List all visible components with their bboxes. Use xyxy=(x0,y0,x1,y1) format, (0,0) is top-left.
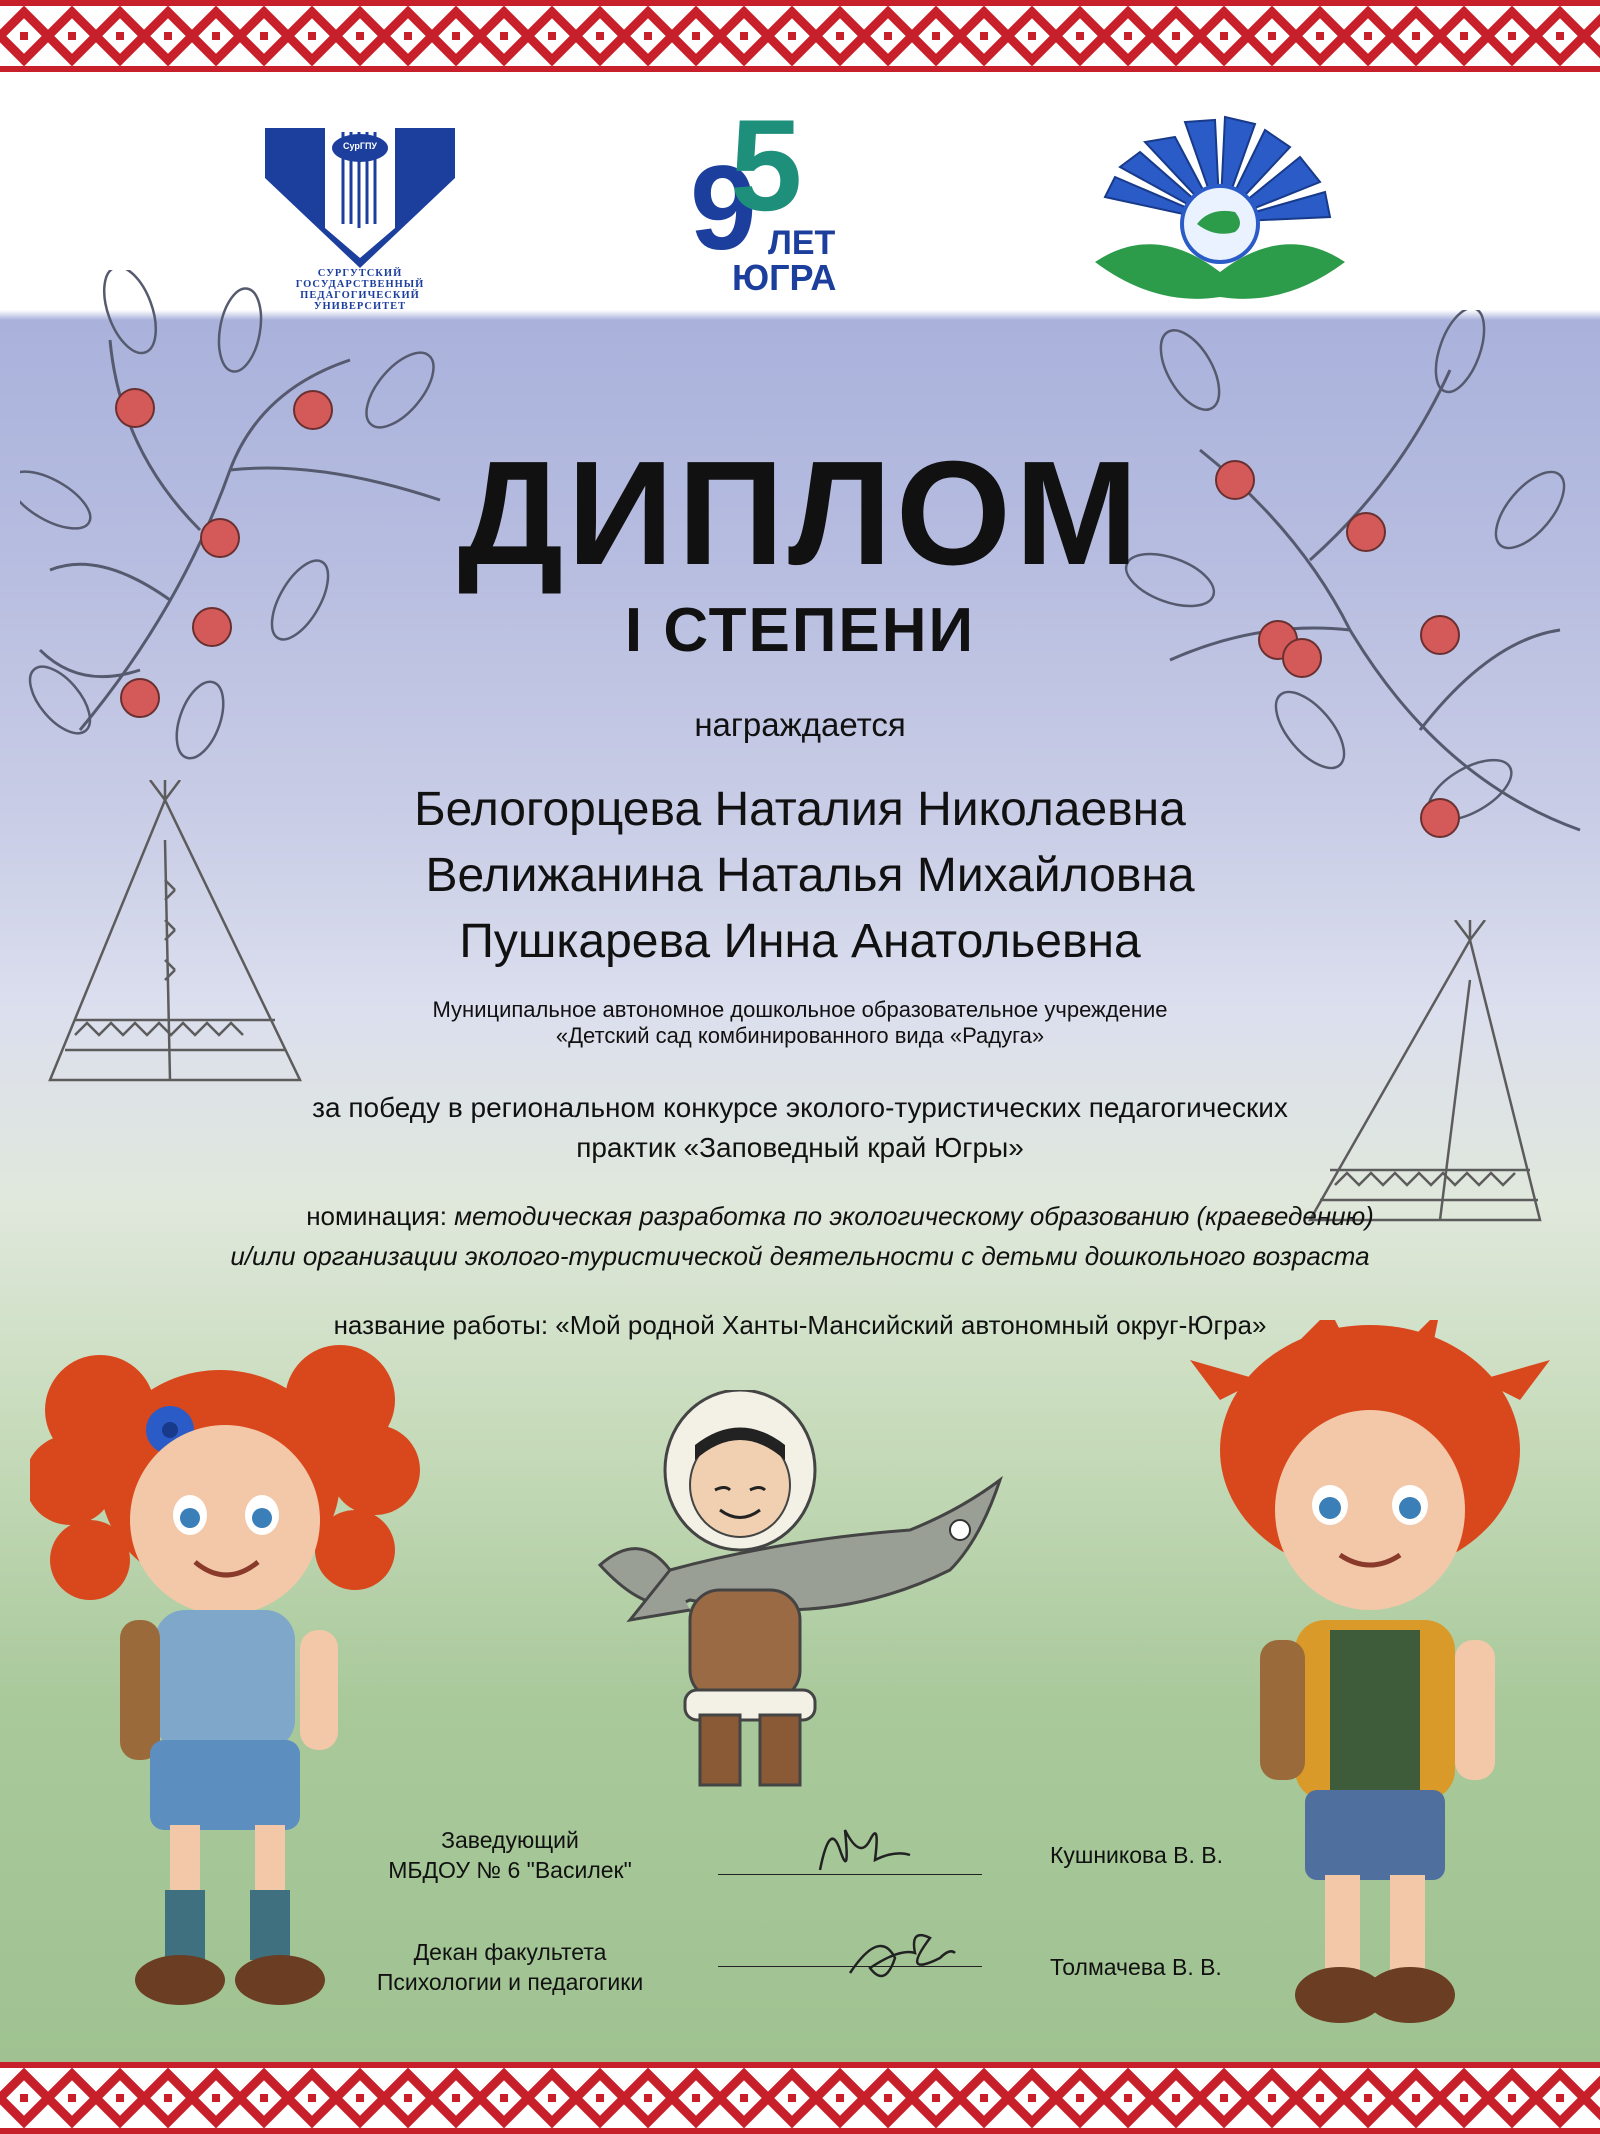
girl-character-icon xyxy=(30,1330,420,2030)
signatory-position-line: Декан факультета xyxy=(413,1939,607,1965)
anniversary-text-ugra: ЮГРА xyxy=(732,257,837,298)
boy-character-icon xyxy=(1180,1320,1560,2040)
bottom-ornament-band xyxy=(0,2062,1600,2134)
university-name-line: СУРГУТСКИЙ xyxy=(317,268,403,279)
anniversary-number-big: 5 xyxy=(730,92,803,238)
organization-line: «Детский сад комбинированного вида «Радуга» xyxy=(555,1023,1045,1048)
top-ornament-band xyxy=(0,0,1600,72)
university-name-line: ПЕДАГОГИЧЕСКИЙ xyxy=(300,290,420,301)
signatory-position-line: МБДОУ № 6 "Василек" xyxy=(388,1856,632,1883)
university-name-line: УНИВЕРСИТЕТ xyxy=(313,301,407,312)
signatory-position xyxy=(355,1826,665,1886)
recipient-name: Пушкарева Инна Анатольевна xyxy=(459,915,1141,968)
merit-line: за победу в региональном конкурсе эколого-туристических педагогических xyxy=(312,1092,1288,1123)
signatory-position xyxy=(340,1938,680,1998)
university-name-line: ГОСУДАРСТВЕННЫЙ xyxy=(295,279,425,290)
nomination-line: и/или организации эколого-туристической деятельности с детьми дошкольного возраста xyxy=(230,1241,1370,1271)
nomination-label: номинация: xyxy=(306,1201,455,1231)
organization-line: Муниципальное автономное дошкольное образовательное учреждение xyxy=(432,997,1168,1022)
signatory-name: Толмачева В. В. xyxy=(1050,1954,1222,1980)
work-title: название работы: «Мой родной Ханты-Мансийский автономный округ-Югра» xyxy=(333,1310,1267,1340)
signatory-position-line: Психологии и педагогики xyxy=(376,1968,644,1995)
anniversary-number-small: 9 xyxy=(690,141,757,275)
awarded-label: награждается xyxy=(694,706,906,743)
child-with-fish-icon xyxy=(580,1390,1030,1810)
merit-line: практик «Заповедный край Югры» xyxy=(576,1132,1024,1163)
diploma-degree: I СТЕПЕНИ xyxy=(624,596,976,665)
diploma-title: ДИПЛОМ xyxy=(457,431,1143,596)
signature-scribble-icon xyxy=(800,1810,920,1890)
anniversary-text-years: ЛЕТ xyxy=(768,224,836,262)
chum-tent-icon xyxy=(1290,920,1550,1240)
university-badge: СурГПУ xyxy=(342,141,378,151)
nomination-line xyxy=(40,1200,1600,1233)
recipient-name: Велижанина Наталья Михайловна xyxy=(425,849,1195,902)
nomination-text: методическая разработка по экологическому образованию (краеведению) xyxy=(454,1201,1374,1231)
signatory-position-line: Заведующий xyxy=(441,1827,579,1853)
signatory-name: Кушникова В. В. xyxy=(1050,1842,1224,1868)
cornflower-emblem-icon xyxy=(1085,112,1355,307)
anniversary-logo xyxy=(690,92,850,308)
signature-scribble-icon xyxy=(840,1918,960,1998)
recipient-name: Белогорцева Наталия Николаевна xyxy=(414,783,1186,836)
